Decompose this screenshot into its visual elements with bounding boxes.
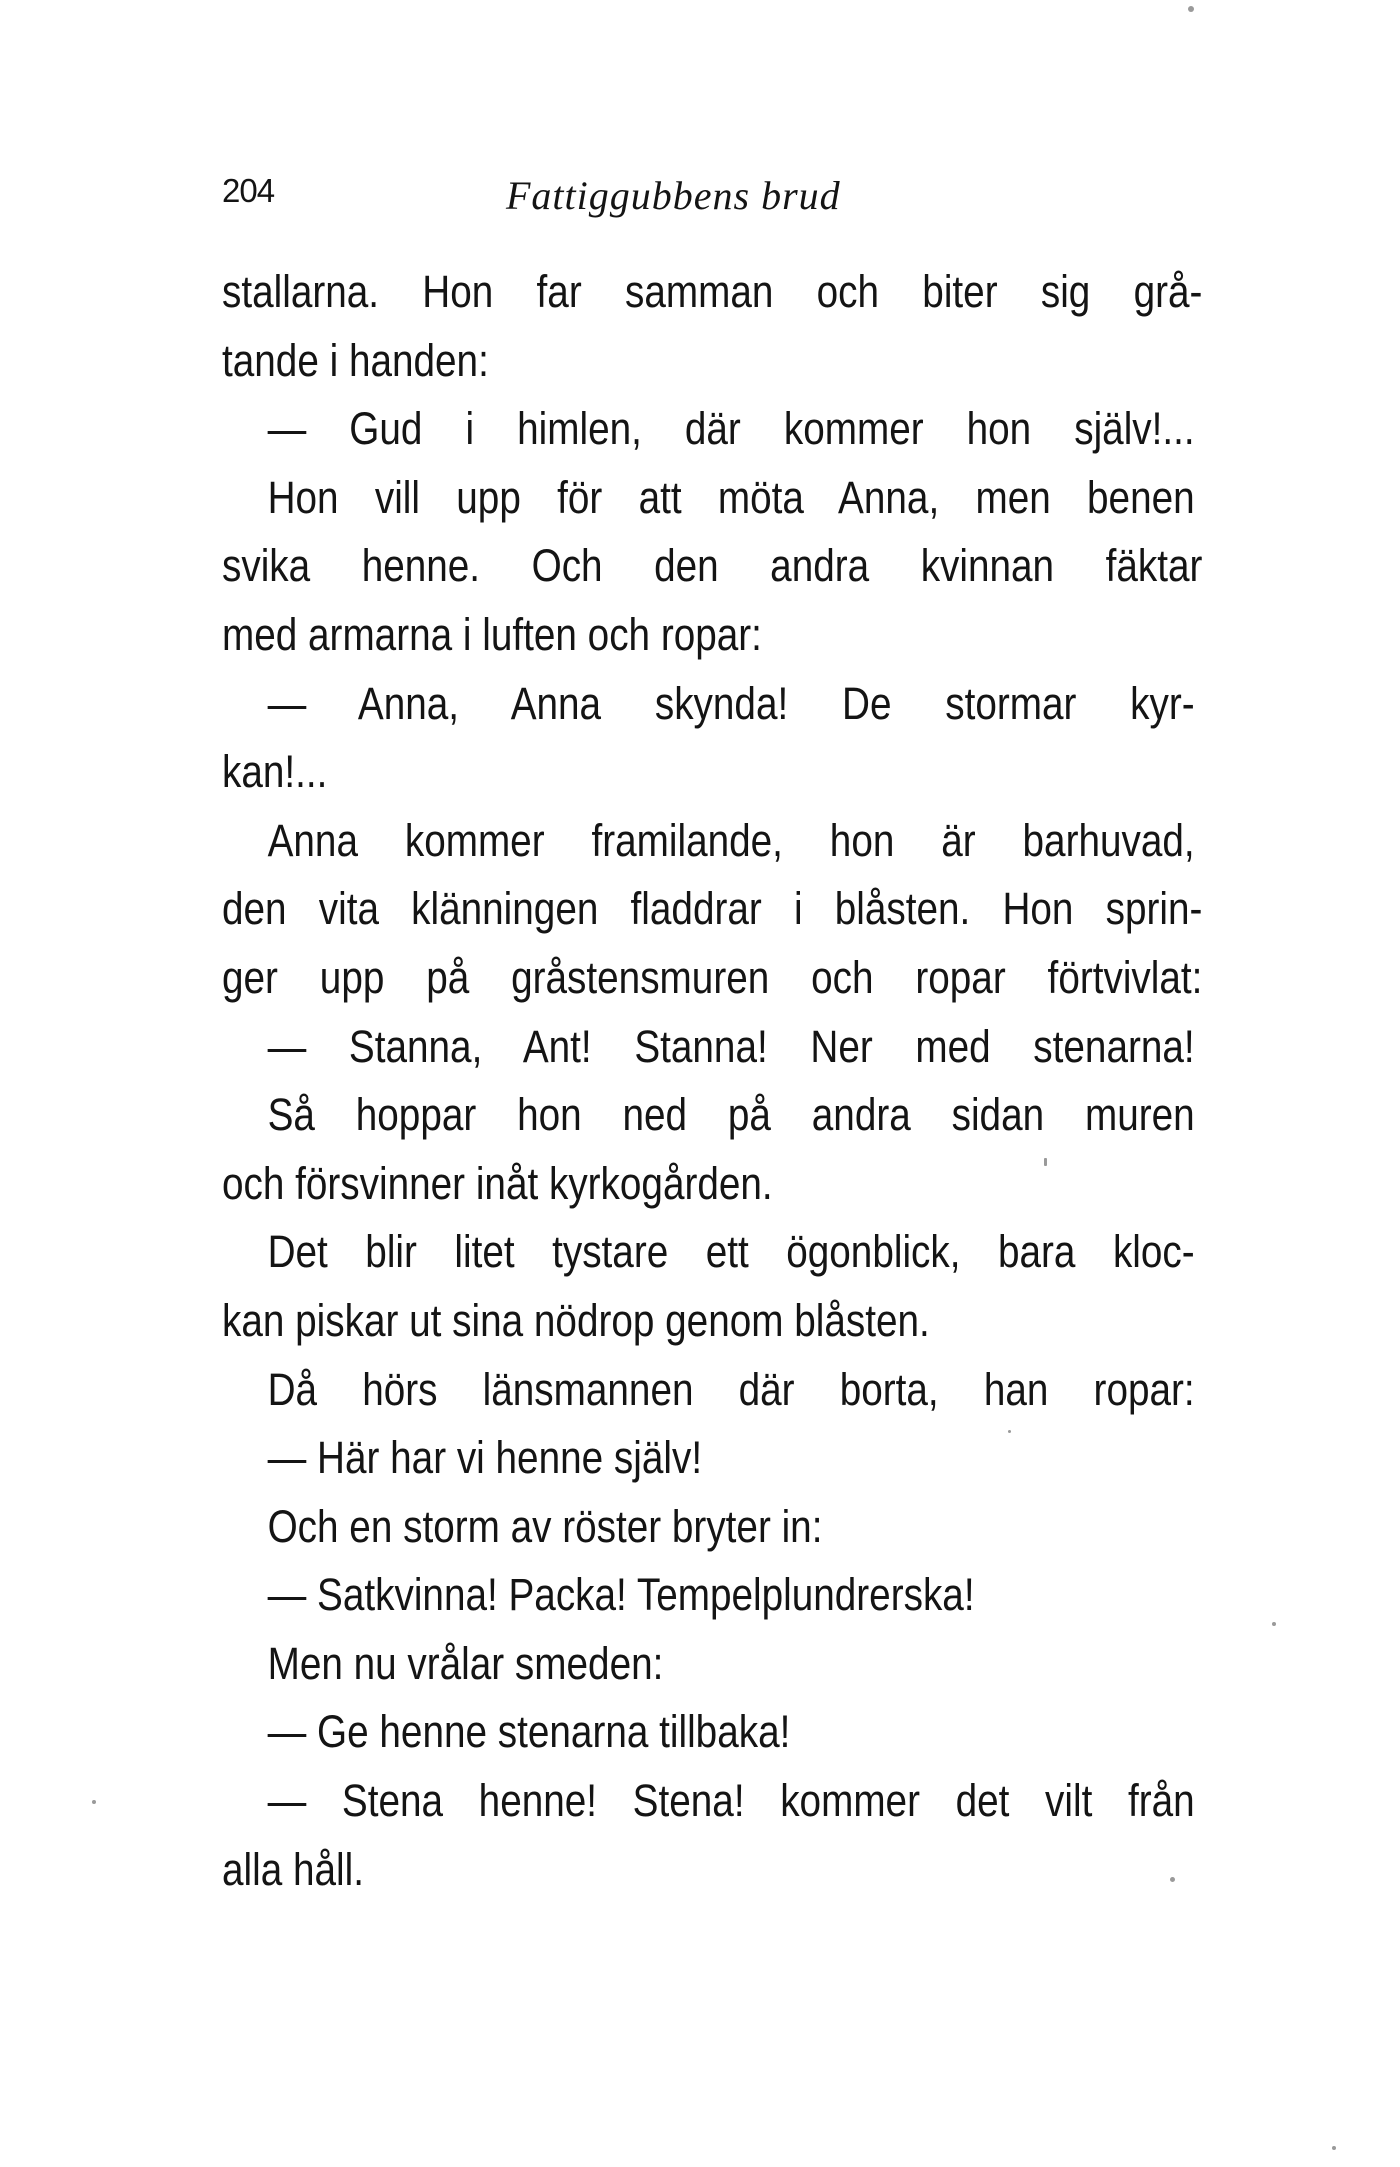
text-line: stallarna. Hon far samman och biter sig grå- xyxy=(222,266,1203,317)
text-line: Så hoppar hon ned på andra sidan muren xyxy=(267,1089,1195,1141)
text-line: — Här har vi henne själv! xyxy=(267,1432,703,1484)
text-line: — Stanna, Ant! Stanna! Ner med stenarna! xyxy=(267,1020,1195,1072)
text-line: — Anna, Anna skynda! De stormar kyr- xyxy=(267,677,1195,729)
text-line: svika henne. Och den andra kvinnan fäktar xyxy=(222,540,1203,592)
text-line: Då hörs länsmannen där borta, han ropar: xyxy=(267,1363,1195,1415)
text-line: den vita klänningen fladdrar i blåsten. Hon sprin- xyxy=(222,883,1203,935)
page-header xyxy=(222,172,1202,232)
running-title: Fattiggubbens brud xyxy=(506,173,841,218)
page-number: 204 xyxy=(222,172,275,209)
text-line: Men nu vrålar smeden: xyxy=(267,1637,664,1689)
scan-speck xyxy=(1332,2146,1336,2150)
text-line: — Satkvinna! Packa! Tempelplundrerska! xyxy=(267,1569,975,1621)
text-line: Anna kommer framilande, hon är barhuvad, xyxy=(267,814,1195,866)
scan-speck xyxy=(1188,6,1194,12)
text-line: alla håll. xyxy=(222,1843,364,1895)
text-line: — Stena henne! Stena! kommer det vilt från xyxy=(267,1775,1195,1827)
text-line: — Gud i himlen, där kommer hon själv!... xyxy=(267,403,1195,455)
scan-speck xyxy=(1170,1877,1175,1882)
text-line: kan!... xyxy=(222,746,328,798)
text-line: Det blir litet tystare ett ögonblick, bara kloc- xyxy=(267,1226,1195,1278)
text-line: med armarna i luften och ropar: xyxy=(222,608,762,660)
text-line: — Ge henne stenarna tillbaka! xyxy=(267,1706,791,1758)
scan-speck xyxy=(92,1800,96,1804)
text-line: Och en storm av röster bryter in: xyxy=(267,1500,823,1552)
scan-speck xyxy=(1272,1622,1276,1626)
scan-speck xyxy=(1044,1158,1047,1166)
text-line: Hon vill upp för att möta Anna, men benen xyxy=(267,471,1195,523)
body-text xyxy=(222,258,1202,1904)
text-line: tande i handen: xyxy=(222,334,489,386)
text-line: ger upp på gråstensmuren och ropar förtvivlat: xyxy=(222,951,1203,1003)
text-line: och försvinner inåt kyrkogården. xyxy=(222,1157,773,1209)
scan-speck xyxy=(1008,1430,1011,1433)
text-line: kan piskar ut sina nödrop genom blåsten. xyxy=(222,1294,930,1346)
